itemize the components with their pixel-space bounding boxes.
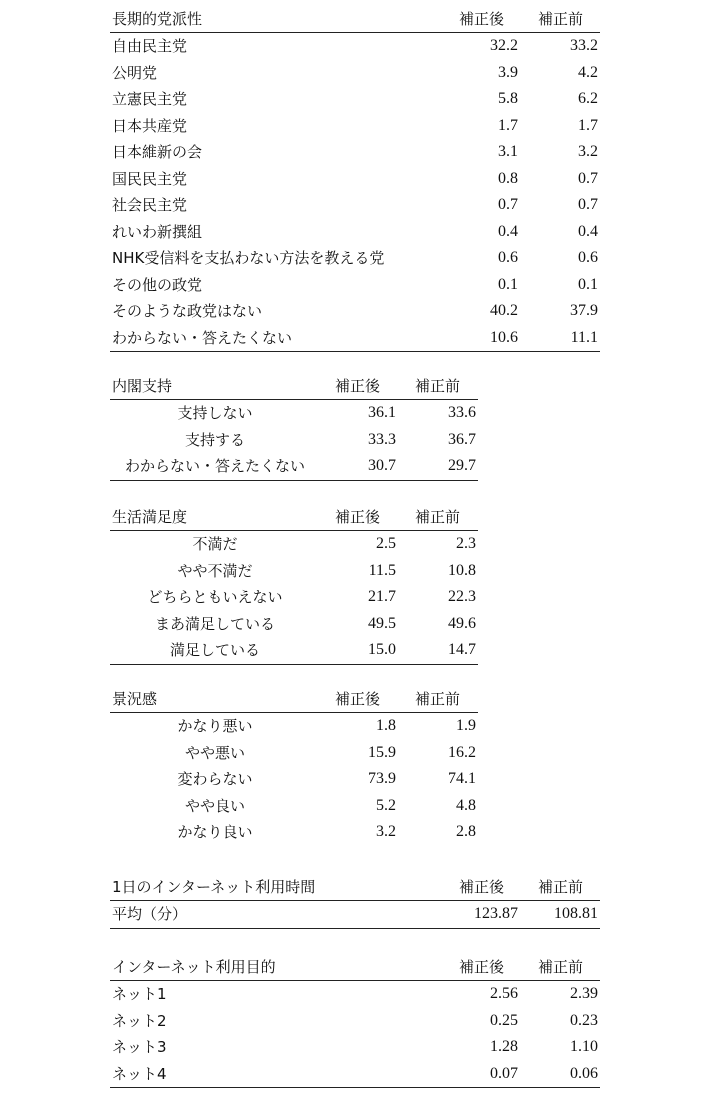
life-row-label: どちらともいえない	[147, 588, 283, 606]
economy-table	[110, 686, 478, 846]
economy-body	[110, 713, 478, 846]
party-row-after-value: 3.9	[498, 63, 518, 81]
cabinet-header-row	[110, 373, 478, 400]
netpurpose-row-before-value: 1.10	[570, 1038, 598, 1055]
life-row-after-value: 49.5	[368, 614, 396, 632]
economy-row-before-value: 4.8	[456, 796, 476, 814]
economy-row	[110, 766, 478, 793]
cabinet-row-after-value: 33.3	[368, 430, 396, 448]
economy-row-label: かなり悪い	[177, 717, 253, 735]
party-row	[110, 86, 600, 113]
netpurpose-header-row	[110, 954, 600, 981]
netpurpose-row	[110, 1061, 600, 1089]
netpurpose-row-after-value: 0.07	[490, 1064, 518, 1082]
party-row-label: 自由民主党	[112, 37, 188, 55]
party-row-label: そのような政党はない	[112, 302, 263, 320]
life-col-before: 補正前	[415, 508, 461, 526]
economy-row-before-value: 74.1	[448, 770, 476, 787]
netpurpose-header-label: インターネット利用目的	[112, 958, 276, 976]
life-row	[110, 637, 478, 665]
party-row-after-value: 10.6	[490, 328, 518, 346]
economy-row	[110, 740, 478, 767]
economy-row	[110, 819, 478, 846]
economy-row-after-value: 1.8	[376, 717, 396, 734]
party-row-label: 社会民主党	[112, 196, 188, 214]
life-row-after-value: 11.5	[368, 561, 396, 579]
party-row-after-value: 32.2	[490, 37, 518, 54]
party-row-label: わからない・答えたくない	[112, 328, 293, 347]
cabinet-row-after-value: 36.1	[368, 404, 396, 421]
nettime-row-label: 平均（分）	[112, 905, 188, 923]
party-row-before-value: 0.7	[578, 196, 598, 213]
life-row	[110, 611, 478, 638]
party-row-label: NHK受信料を支払わない方法を教える党	[112, 249, 385, 267]
life-row	[110, 584, 478, 611]
cabinet-row-after-value: 30.7	[368, 457, 396, 474]
economy-row-label: やや良い	[184, 796, 245, 815]
party-row-label: れいわ新撰組	[112, 222, 203, 241]
party-row-label: 立憲民主党	[112, 90, 188, 108]
netpurpose-row-after-value: 2.56	[490, 985, 518, 1002]
netpurpose-row-label: ネット2	[112, 1011, 167, 1030]
netpurpose-body	[110, 981, 600, 1088]
party-row	[110, 166, 600, 193]
life-row	[110, 558, 478, 585]
party-row	[110, 245, 600, 272]
party-row-after-value: 3.1	[498, 143, 518, 160]
life-row-after-value: 21.7	[368, 588, 396, 605]
cabinet-row	[110, 453, 478, 481]
party-body	[110, 33, 600, 352]
netpurpose-table	[110, 954, 600, 1088]
party-row-before-value: 37.9	[570, 302, 598, 319]
party-row-label: 日本共産党	[112, 116, 188, 135]
cabinet-row-before-value: 36.7	[448, 430, 476, 448]
party-row-before-value: 0.6	[578, 249, 598, 266]
life-body	[110, 531, 478, 665]
party-row	[110, 272, 600, 299]
netpurpose-row-before-value: 0.06	[570, 1064, 598, 1082]
life-row-label: 不満だ	[192, 535, 238, 553]
party-row-before-value: 0.1	[578, 275, 598, 293]
life-row-before-value: 14.7	[448, 641, 476, 658]
life-header-label: 生活満足度	[112, 508, 188, 526]
economy-col-after: 補正後	[335, 690, 381, 708]
netpurpose-row	[110, 1034, 600, 1061]
netpurpose-row-label: ネット4	[112, 1064, 167, 1083]
party-row-before-value: 1.7	[578, 116, 598, 134]
party-row-before-value: 0.7	[578, 169, 598, 187]
economy-header-row	[110, 686, 478, 713]
party-header-row	[110, 6, 600, 33]
cabinet-table	[110, 373, 478, 481]
party-row	[110, 325, 600, 353]
life-row	[110, 531, 478, 558]
cabinet-col-after: 補正後	[335, 377, 381, 395]
party-row-after-value: 40.2	[490, 302, 518, 319]
economy-row-after-value: 3.2	[376, 823, 396, 840]
economy-row-before-value: 16.2	[448, 743, 476, 761]
netpurpose-col-after: 補正後	[459, 958, 505, 976]
party-row-label: その他の政党	[112, 275, 203, 294]
party-row-before-value: 6.2	[578, 90, 598, 107]
party-row-after-value: 0.7	[498, 196, 518, 213]
cabinet-row-label: わからない・答えたくない	[124, 457, 305, 475]
economy-row-label: かなり良い	[177, 823, 253, 841]
party-row	[110, 298, 600, 325]
economy-row	[110, 793, 478, 820]
party-row-after-value: 0.4	[498, 222, 518, 240]
cabinet-header-label: 内閣支持	[112, 377, 173, 395]
party-row-after-value: 5.8	[498, 90, 518, 107]
netpurpose-row	[110, 1008, 600, 1035]
party-row-before-value: 11.1	[570, 328, 598, 346]
nettime-header-row	[110, 874, 600, 901]
party-row	[110, 33, 600, 60]
cabinet-row-before-value: 33.6	[448, 404, 476, 421]
party-row	[110, 139, 600, 166]
netpurpose-row	[110, 981, 600, 1008]
life-row-before-value: 49.6	[448, 614, 476, 632]
party-row-before-value: 3.2	[578, 143, 598, 160]
life-table	[110, 504, 478, 665]
economy-row-after-value: 5.2	[376, 796, 396, 814]
economy-row	[110, 713, 478, 740]
party-row-before-value: 33.2	[570, 37, 598, 54]
party-row-after-value: 0.6	[498, 249, 518, 266]
life-row-after-value: 15.0	[368, 641, 396, 658]
nettime-table	[110, 874, 600, 929]
cabinet-row-label: 支持する	[184, 430, 245, 449]
life-row-label: まあ満足している	[154, 614, 275, 633]
netpurpose-row-label: ネット1	[112, 985, 167, 1003]
life-header-row	[110, 504, 478, 531]
nettime-row-after-value: 123.87	[474, 905, 518, 922]
cabinet-row-before-value: 29.7	[448, 457, 476, 474]
nettime-row	[110, 901, 600, 929]
economy-row-before-value: 1.9	[456, 717, 476, 734]
netpurpose-row-after-value: 0.25	[490, 1011, 518, 1029]
economy-row-after-value: 73.9	[368, 770, 396, 787]
life-row-after-value: 2.5	[376, 535, 396, 552]
economy-row-label: 変わらない	[177, 770, 253, 788]
cabinet-row-label: 支持しない	[177, 404, 253, 422]
party-header-label: 長期的党派性	[112, 10, 203, 28]
party-row-after-value: 0.8	[498, 169, 518, 187]
life-row-before-value: 2.3	[456, 535, 476, 552]
cabinet-row	[110, 427, 478, 454]
party-col-after: 補正後	[459, 10, 505, 28]
netpurpose-row-label: ネット3	[112, 1038, 167, 1056]
cabinet-col-before: 補正前	[415, 377, 461, 395]
party-row-before-value: 4.2	[578, 63, 598, 81]
life-row-before-value: 10.8	[448, 561, 476, 579]
netpurpose-col-before: 補正前	[538, 958, 584, 976]
party-row-label: 公明党	[112, 63, 158, 82]
nettime-col-after: 補正後	[459, 878, 505, 896]
party-row-label: 国民民主党	[112, 169, 188, 188]
party-row-after-value: 0.1	[498, 275, 518, 293]
economy-row-label: やや悪い	[184, 743, 245, 762]
party-table	[110, 6, 600, 352]
party-row	[110, 60, 600, 87]
life-row-label: 満足している	[169, 641, 260, 659]
economy-row-before-value: 2.8	[456, 823, 476, 840]
netpurpose-row-after-value: 1.28	[490, 1038, 518, 1055]
nettime-body	[110, 901, 600, 929]
netpurpose-row-before-value: 0.23	[570, 1011, 598, 1029]
party-row	[110, 219, 600, 246]
nettime-row-before-value: 108.81	[554, 905, 598, 922]
party-col-before: 補正前	[538, 10, 584, 28]
cabinet-row	[110, 400, 478, 427]
economy-col-before: 補正前	[415, 690, 461, 708]
nettime-col-before: 補正前	[538, 878, 584, 896]
cabinet-body	[110, 400, 478, 481]
party-row-before-value: 0.4	[578, 222, 598, 240]
netpurpose-row-before-value: 2.39	[570, 985, 598, 1002]
party-row	[110, 192, 600, 219]
life-row-before-value: 22.3	[448, 588, 476, 605]
life-row-label: やや不満だ	[177, 561, 253, 580]
economy-row-after-value: 15.9	[368, 743, 396, 761]
nettime-header-label: 1日のインターネット利用時間	[112, 878, 316, 896]
party-row-after-value: 1.7	[498, 116, 518, 134]
party-row-label: 日本維新の会	[112, 143, 203, 161]
life-col-after: 補正後	[335, 508, 381, 526]
economy-header-label: 景況感	[112, 690, 158, 708]
party-row	[110, 113, 600, 140]
